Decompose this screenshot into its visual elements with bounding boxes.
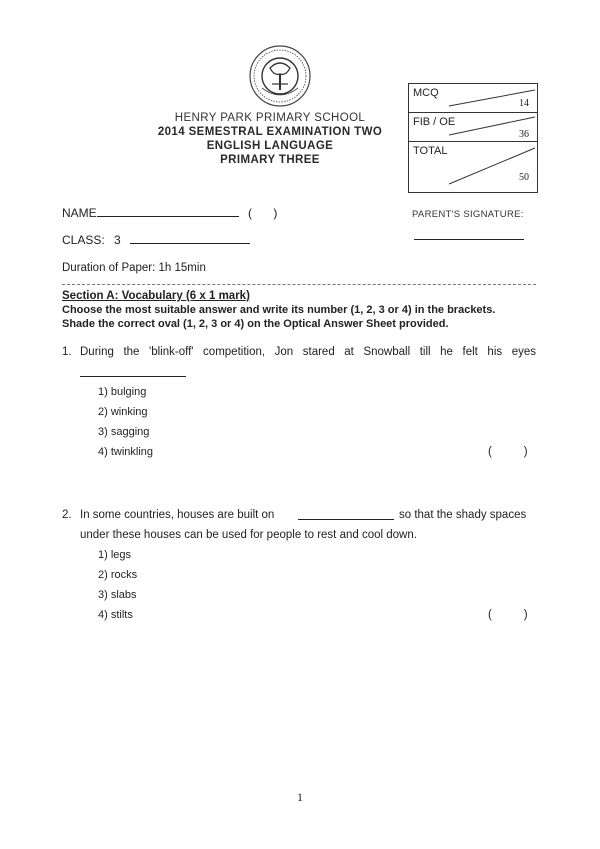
parent-signature-label: PARENT'S SIGNATURE: bbox=[412, 209, 524, 220]
school-name: HENRY PARK PRIMARY SCHOOL bbox=[174, 112, 366, 124]
page-number: 1 bbox=[297, 790, 303, 804]
option-2: 2) rocks bbox=[98, 569, 138, 581]
answer-blank[interactable] bbox=[80, 376, 186, 377]
option-4: 4) stilts bbox=[98, 609, 133, 621]
option-1: 1) bulging bbox=[98, 386, 147, 398]
divider bbox=[62, 284, 536, 285]
class-value: 3 bbox=[114, 233, 121, 247]
option-3: 3) sagging bbox=[98, 426, 150, 438]
score-max: 36 bbox=[519, 129, 529, 140]
section-title: Section A: Vocabulary (6 x 1 mark) bbox=[62, 290, 250, 302]
answer-blank[interactable] bbox=[298, 519, 394, 520]
class-label: CLASS: bbox=[62, 233, 105, 247]
name-label: NAME bbox=[62, 206, 97, 220]
name-bracket-open: ( bbox=[248, 206, 253, 220]
option-3: 3) slabs bbox=[98, 589, 137, 601]
exam-title: 2014 SEMESTRAL EXAMINATION TWO bbox=[157, 126, 383, 138]
score-label: FIB / OE bbox=[413, 116, 456, 128]
school-crest-icon bbox=[248, 44, 312, 108]
score-max: 50 bbox=[519, 172, 529, 183]
score-label: TOTAL bbox=[413, 145, 448, 157]
name-bracket-close: ) bbox=[273, 206, 278, 220]
score-label: MCQ bbox=[413, 87, 439, 99]
option-2: 2) winking bbox=[98, 406, 148, 418]
name-field[interactable] bbox=[62, 206, 277, 220]
question-text-before: In some countries, houses are built on bbox=[80, 509, 275, 521]
option-1: 1) legs bbox=[98, 549, 132, 561]
option-4: 4) twinkling bbox=[98, 446, 154, 458]
level-title: PRIMARY THREE bbox=[220, 154, 320, 166]
question-text: During the 'blink-off' competition, Jon stared at Snowball till he felt his eyes bbox=[80, 346, 536, 358]
answer-bracket[interactable]: ( ) bbox=[488, 446, 528, 458]
question-text-line-2: under these houses can be used for people to rest and cool down. bbox=[80, 529, 417, 541]
question-number: 2. bbox=[62, 509, 72, 521]
duration-text: Duration of Paper: 1h 15min bbox=[62, 262, 206, 274]
question-text-after: so that the shady spaces bbox=[399, 509, 527, 521]
instructions-line-2: Shade the correct oval (1, 2, 3 or 4) on the Optical Answer Sheet provided. bbox=[62, 318, 449, 330]
score-max: 14 bbox=[519, 98, 529, 109]
score-diagonals bbox=[409, 84, 537, 192]
answer-bracket[interactable]: ( ) bbox=[488, 609, 528, 621]
parent-signature-line[interactable] bbox=[414, 239, 524, 240]
class-line[interactable] bbox=[130, 243, 250, 244]
question-number: 1. bbox=[62, 346, 72, 358]
name-line[interactable] bbox=[97, 216, 239, 217]
subject-title: ENGLISH LANGUAGE bbox=[206, 140, 334, 152]
score-table bbox=[408, 83, 538, 193]
instructions-line-1: Choose the most suitable answer and write its number (1, 2, 3 or 4) in the brackets. bbox=[62, 304, 496, 316]
class-field[interactable] bbox=[62, 233, 250, 247]
